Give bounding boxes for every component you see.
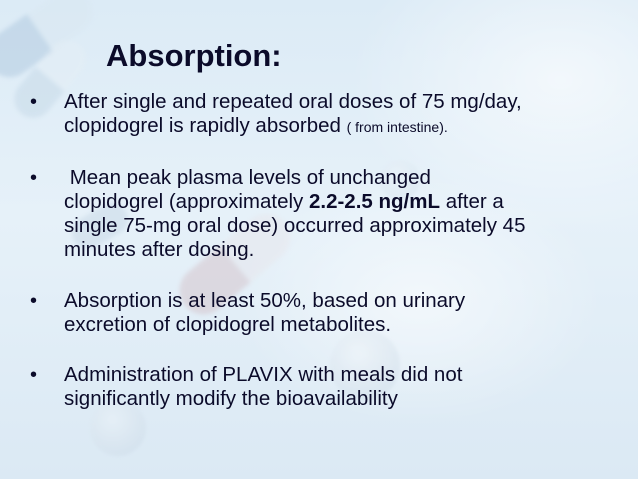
bullet-text: After single and repeated oral doses of 75 mg/day, xyxy=(64,90,522,113)
bullet-text: Absorption is at least 50%, based on urinary xyxy=(64,289,466,312)
bullet-note: ( from intestine). xyxy=(346,119,448,135)
bullet-dot-icon: • xyxy=(30,167,38,189)
bullet-dot-icon: • xyxy=(30,364,38,386)
slide-title: Absorption: xyxy=(106,38,282,73)
bullet-text: single 75-mg oral dose) occurred approximately 45 xyxy=(64,214,526,237)
bullet-item xyxy=(24,289,624,337)
bullet-text: Mean peak plasma levels of unchanged xyxy=(64,166,431,189)
bullet-list xyxy=(24,90,624,411)
bullet-text-line xyxy=(64,190,624,214)
bullet-dot-icon: • xyxy=(30,290,38,312)
bullet-text: clopidogrel (approximately xyxy=(64,190,309,213)
bullet-dot-icon: • xyxy=(30,91,38,113)
dose-value: 2.2-2.5 ng/mL xyxy=(308,190,440,213)
bullet-item xyxy=(24,90,624,139)
bullet-text: significantly modify the bioavailability xyxy=(64,387,398,410)
bullet-text: after a xyxy=(440,190,504,213)
bullet-text: clopidogrel is rapidly absorbed xyxy=(64,114,347,137)
bullet-text: Administration of PLAVIX with meals did not xyxy=(64,363,463,386)
bullet-text: excretion of clopidogrel metabolites. xyxy=(64,313,392,336)
bullet-item xyxy=(24,166,624,262)
bullet-text-line xyxy=(64,114,624,139)
bullet-text: minutes after dosing. xyxy=(64,238,255,261)
bullet-item xyxy=(24,363,624,411)
